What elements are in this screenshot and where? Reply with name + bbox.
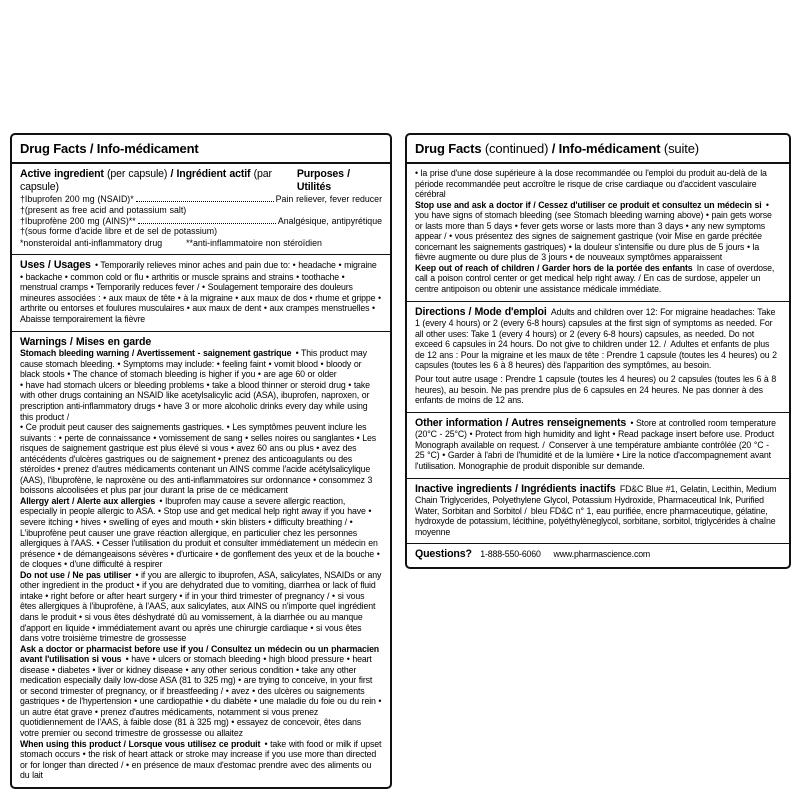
text-run: Keep out of reach of children / Garder hors de la portée des enfants <box>415 262 693 273</box>
when-using <box>20 739 382 781</box>
ingredient-row <box>20 205 382 216</box>
text-run: Directions / Mode d'emploi <box>415 305 547 318</box>
text-run: FD&C Blue #1, Gelatin, Lecithin, Medium Chain Triglycerides, Polyethylene Glycol, Potassium Hydroxide, Pharmaceutical Ink, Purified Water, Sorbitan and Sorbitol / bleu FD&C n° 1, eau purifiée, encre pharmaceutique, gélatine, hydroxyde de potassium, lécithine, polyéthylèneglycol, sorbitane, sorbitol, triglycérides à chaîne moyenne <box>415 483 777 537</box>
stomach-bleeding-warning-en <box>20 348 382 380</box>
ingredient-name: †Ibuprofène 200 mg (AINS)** <box>20 215 136 226</box>
text-run: Other information / Autres renseignements <box>415 416 627 429</box>
section-other-information <box>407 412 789 478</box>
text-run: Drug Facts <box>415 141 485 156</box>
text-run: Inactive ingredients / Ingrédients inactifs <box>415 482 616 495</box>
text-run: Ask a doctor or pharmacist before use if you / Consultez un médecin ou un pharmacien avant l'utilisation si vous <box>20 643 380 665</box>
ingredients-header <box>20 168 382 193</box>
stop-use <box>415 200 781 263</box>
text-run: Drug Facts / Info-médicament <box>20 141 199 156</box>
text-run: • you have signs of stomach bleeding (see Stomach bleeding warning above) • pain gets worse or lasts more than 5 days • fever gets worse or lasts more than 3 days • any new symptoms appear / • vous présentez des signes de saignement gastrique (voir Mise en garde précitée concernant les saignements gastriques) • la douleur s'intensifie ou dure plus de 5 jours • la fièvre augmente ou dure plus de 3 jours • de nouveaux symptômes apparaissent <box>415 199 772 263</box>
footnote: **anti-inflammatoire non stéroïdien <box>186 237 322 248</box>
section-active-ingredients <box>12 164 390 254</box>
stomach-bleeding-warning-fr <box>20 422 382 496</box>
purposes-header <box>297 168 382 193</box>
inactive-ingredients-paragraph <box>415 483 781 538</box>
ask-a-doctor <box>20 644 382 739</box>
do-not-use <box>20 570 382 644</box>
ingredient-name: †Ibuprofen 200 mg (NSAID)* <box>20 194 134 205</box>
text-run: • Store at controlled room temperature (20°C - 25°C) • Protect from high humidity and light • Read package insert before use. Product Monograph available on request. / Conserver à une température ambiante contrôlée (20 °C - 25 °C) • Garder à l'abri de l'humidité et de la lumière • Lire la notice d'accompagnement avant l'utilisation. Monographie de produit disponible sur demande. <box>415 417 776 471</box>
directions-paragraph <box>415 306 781 371</box>
text-run: Warnings / Mises en garde <box>20 335 152 348</box>
section-stop-use-keep-out <box>407 164 789 301</box>
ingredient-row <box>20 226 382 237</box>
ingredient-row <box>20 194 382 205</box>
panel-title <box>407 135 789 164</box>
ingredient-row <box>20 216 382 227</box>
text-run: (per capsule) <box>107 168 168 180</box>
panel-title <box>12 135 390 164</box>
drug-facts-panel-left <box>10 133 392 789</box>
text-run: Stop use and ask a doctor if / Cessez d'utiliser ce produit et consultez un médecin si <box>415 199 762 210</box>
keep-out-of-reach <box>415 263 781 295</box>
stomach-bleeding-warning-en-2 <box>20 380 382 422</box>
ingredients-header-left <box>20 168 297 193</box>
text-run: • have had stomach ulcers or bleeding problems • take a blood thinner or steroid drug • take with other drugs containing an NSAID like acetylsalicylic acid (ASA), ibuprofen, naproxen, or prescription anti-inflammatory drugs • have 3 or more alcoholic drinks every day while using this product / <box>20 379 370 422</box>
text-run: When using this product / Lorsque vous utilisez ce produit <box>20 738 261 749</box>
text-run: Pour tout autre usage : Prendre 1 capsule (toutes les 4 heures) ou 2 capsules (toutes les 6 à 8 heures), au besoin. Ne pas prendre plus de 6 capsules en 24 heures. Ne pas donner à des enfants de moins de 12 ans. <box>415 374 777 406</box>
drug-facts-panel-right <box>405 133 791 569</box>
text-run: • Ibuprofen may cause a severe allergic reaction, especially in people allergic to ASA. • Stop use and get medical help right away if you have • severe itching • hives • swelling of eyes and mouth • skin blisters • difficulty breathing / • L'ibuprofène peut causer une grave réaction allergique, en particulier chez les personnes allergiques à l'AAS. • Cesser l'utilisation du produit et consulter immédiatement un médecin en présence • de démangeaisons sévères • d'urticaire • de gonflement des yeux et de la bouche • de cloques • d'une difficulté à respirer <box>20 495 380 570</box>
ingredient-name: †(present as free acid and potassium salt) <box>20 204 187 215</box>
warnings-heading <box>20 336 382 349</box>
overdose-risk-fr <box>415 168 781 200</box>
questions-paragraph <box>415 548 781 561</box>
section-uses <box>12 254 390 330</box>
text-run: Questions? <box>415 548 472 561</box>
text-run: Purposes / Utilités <box>296 168 350 193</box>
uses-paragraph <box>20 259 382 324</box>
other-information-paragraph <box>415 417 781 472</box>
text-run: / <box>167 168 177 180</box>
text-run: • Temporarily relieves minor aches and pain due to: • headache • migraine • backache • common cold or flu • arthritis or muscle sprains and strains • toothache • menstrual cramps • Temporarily reduces fever / • Soulagement temporaire des douleurs mineures associées : • aux maux de tête • à la migraine • aux maux de dos • rhume et grippe • arthrite ou entorses et foulures musculaires • aux maux de dent • aux crampes menstruelles • Abaisse temporairement la fièvre <box>20 260 381 325</box>
text-run: (par capsule) <box>20 168 272 193</box>
footnote: *nonsteroidal anti-inflammatory drug <box>20 237 163 248</box>
text-run: Do not use / Ne pas utiliser <box>20 569 132 580</box>
section-warnings <box>12 331 390 787</box>
directions-paragraph-fr-2 <box>415 374 781 406</box>
section-inactive-ingredients <box>407 478 789 544</box>
text-run: (suite) <box>663 141 699 156</box>
text-run: (continued) <box>484 141 549 156</box>
text-run: • take with food or milk if upset stomach occurs • the risk of heart attack or stroke may increase if you use more than directed or for longer than directed / • en présence de maux d'estomac prendre avec des aliments ou du lait <box>20 738 382 781</box>
ingredient-name: †(sous forme d'acide libre et de sel de potassium) <box>20 226 218 237</box>
dotted-leader <box>138 223 276 224</box>
text-run: Ingrédient actif <box>176 168 254 180</box>
text-run: Stomach bleeding warning / Avertissement - saignement gastrique <box>20 348 292 359</box>
section-directions <box>407 301 789 412</box>
text-run: Adults and children over 12: For migraine headaches: Take 1 (every 4 hours) or 2 (every 6-8 hours) capsules at the first sign of symptoms as needed. For all other uses: Take 1 (every 4 hours) or 2 (every 6-8 hours) capsules, as needed. Do not exceed 6 capsules in 24 hours. Do not give to children under 12. / Adultes et enfants de plus de 12 ans : Pour la migraine et les maux de tête : Prendre 1 capsule (toutes les 4 heures) ou 2 capsules (toutes les 6 à 8 heures) dès l'apparition des symptômes, au besoin. <box>415 306 777 371</box>
text-run: • if you are allergic to ibuprofen, ASA, salicylates, NSAIDs or any other ingredient in the product • if you are dehydrated due to vomiting, diarrhea or lack of fluid intake • right before or after heart surgery • if in your third trimester of pregnancy / • si vous êtes allergiques à l'ibuprofène, à l'AAS, aux salicylates, aux AINS ou n'importe quel ingrédient dans le produit • si vous êtes déshydraté dû au vomissement, à la diarrhée ou au manque d'apport en liquide • immédiatement avant ou après une chirurgie cardiaque • si vous êtes dans votre troisième trimestre de grossesse <box>20 569 382 644</box>
text-run: 1-888-550-6060 www.pharmascience.com <box>471 549 651 560</box>
text-run: • la prise d'une dose supérieure à la dose recommandée ou l'emploi du produit au-delà de la période recommandée peut accroître le risque de crise cardiaque ou d'accident vasculaire cérébral <box>415 168 767 200</box>
text-run: • Ce produit peut causer des saignements gastriques. • Les symptômes peuvent inclure les suivants : • perte de connaissance • vomissement de sang • selles noires ou sanglantes • Les risques de saignement gastrique est plus élevé si vous • avez 60 ans ou plus • avez des antécédents d'ulcères gastriques ou de saignement • prenez des anticoagulants ou des stéroïdes • prenez d'autres médicaments contenant un AINS comme l'acide acétylsalicylique (AAS), l'ibuprofène, le naproxène ou des anti-inflammatoires sur ordonnance • consommez 3 boissons alcoolisées et plus par jour durant la prise de ce médicament <box>20 422 377 496</box>
text-run: • have • ulcers or stomach bleeding • high blood pressure • heart disease • diabetes • liver or kidney disease • any other serious condition • take any other medication especially daily low-dose ASA (81 to 325 mg) • are trying to conceive, in your first or second trimester of pregnancy, or if breastfeeding / • avez • des ulcères ou saignements gastriques • de l'hypertension • une cardiopathie • du diabète • une maladie du foie ou du rein • un autre état grave • prenez d'autres médicaments, notamment si vous prenez quotidiennement de l'AAS, à faible dose (81 à 325 mg) • essayez de concevoir, êtes dans votre premier ou second trimestre de grossesse ou allaitez <box>20 654 382 738</box>
dotted-leader <box>136 201 274 202</box>
section-questions <box>407 543 789 567</box>
text-run: Info-médicament <box>558 141 664 156</box>
text-run: / <box>548 141 559 156</box>
text-run: In case of overdose, call a poison control center or get medical help right away. / En cas de surdose, appeler un centre antipoison ou obtenir une assistance médicale immédiate. <box>415 262 775 295</box>
text-run: Active ingredient <box>20 168 107 180</box>
purpose-value: Analgésique, antipyrétique <box>277 215 382 226</box>
purpose-value: Pain reliever, fever reducer <box>275 194 382 205</box>
footnotes <box>20 238 382 249</box>
text-run: • This product may cause stomach bleeding. • Symptoms may include: • feeling faint • vomit blood • bloody or black stools • The chance of stomach bleeding is higher if you • are age 60 or older <box>20 348 367 380</box>
text-run: Uses / Usages <box>20 259 91 272</box>
text-run: Allergy alert / Alerte aux allergies <box>20 495 156 506</box>
allergy-alert <box>20 496 382 570</box>
